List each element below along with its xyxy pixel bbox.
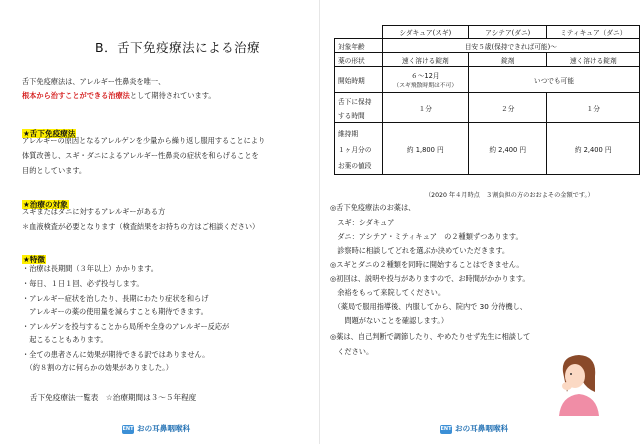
note-line: ◎初回は、説明や投与がありますので、お時間がかかります。 [330, 274, 530, 283]
table-note: （2020 年４月時点 ３割負担の方のおおよその金額です。） [425, 192, 594, 199]
feature-line: 起こることもあります。 [22, 335, 108, 344]
row-label: 開始時期 [335, 67, 383, 93]
table-cell: いつでも可能 [468, 67, 639, 93]
intro-line-2-rest: として期待されています。 [129, 91, 216, 100]
treatment-comparison-table [334, 25, 640, 175]
table-cell: 約 2,400 円 [547, 123, 640, 175]
row-label: 舌下に保持 する時間 [335, 93, 383, 123]
note-line: 診察時に相談してどれを選ぶか決めていただきます。 [330, 246, 510, 255]
col-header: ミティキュア（ダニ） [547, 26, 640, 39]
ear-logo-icon: ENT [122, 425, 134, 432]
feature-line: ・アレルゲンを投与することから局所や全身のアレルギー反応が [22, 322, 230, 331]
table-cell: ６～12月 （スギ飛散時期は不可） [382, 67, 468, 93]
sec1-line: 体質改善し、スギ・ダニによるアレルギー性鼻炎の症状を和らげることを [22, 151, 259, 160]
page-title: B．舌下免疫療法による治療 [95, 40, 261, 55]
table-corner [335, 26, 383, 39]
note-line: ◎舌下免疫療法のお薬は、 [330, 203, 416, 212]
col-header: アシテア(ダニ) [468, 26, 546, 39]
row-label: 維持期 １ヶ月分の お薬の値段 [335, 123, 383, 175]
table-cell: １分 [382, 93, 468, 123]
table-cell: 錠剤 [468, 53, 546, 67]
clinic-logo: ENT おの耳鼻咽喉科 [122, 424, 191, 433]
note-line: ◎スギとダニの２種類を同時に開始することはできません。 [330, 260, 524, 269]
table-row [335, 53, 640, 67]
feature-line: ・毎日、１日１回、必ず投与します。 [22, 279, 144, 288]
note-line: （薬局で服用指導後、内服してから、院内で 30 分待機し、 [330, 302, 527, 311]
note-line: ください。 [330, 347, 374, 356]
note-line: 問題がないことを確認します。） [330, 316, 449, 325]
sec2-line: スギまたはダニに対するアレルギーがある方 [22, 207, 166, 216]
sec1-line: 目的としています。 [22, 166, 87, 175]
sec2-line: ＊血液検査が必要となります（検査結果をお持ちの方はご相談ください） [22, 222, 260, 231]
table-row [335, 67, 640, 93]
table-row [335, 93, 640, 123]
intro-line-2 [22, 91, 216, 101]
table-cell: 約 2,400 円 [468, 123, 546, 175]
feature-line: （約８割の方に何らかの効果がありました。） [22, 363, 173, 372]
table-row [335, 123, 640, 175]
row-label: 対象年齢 [335, 39, 383, 53]
feature-line: ・全ての患者さんに効果が期待できる訳ではありません。 [22, 350, 210, 359]
clinic-logo: ENT おの耳鼻咽喉科 [440, 424, 509, 433]
table-cell: 目安５歳(保持できれば可能)～ [382, 39, 639, 53]
table-row [335, 26, 640, 39]
table-cell: １分 [547, 93, 640, 123]
note-line: スギ：シダキュア [330, 218, 395, 227]
intro-line-1: 舌下免疫療法は、アレルギー性鼻炎を唯一、 [22, 77, 166, 86]
table-cell: 約 1,800 円 [382, 123, 468, 175]
feature-line: ・治療は長期間（３年以上）かかります。 [22, 264, 158, 273]
section-heading-features: ★特徴 [23, 255, 45, 264]
feature-line: ・アレルギー症状を治したり、長期にわたり症状を和らげ [22, 294, 209, 303]
row-label: 薬の形状 [335, 53, 383, 67]
section-heading-sublingual: ★舌下免疫療法 [23, 129, 76, 138]
col-header: シダキュア(スギ) [382, 26, 468, 39]
note-line: ダニ：アシテア・ミティキュア の２種類ずつあります。 [330, 232, 523, 241]
feature-line: アレルギーの薬の使用量を減らすことも期待できます。 [22, 307, 208, 316]
sec1-line: アレルギーの原因となるアレルゲンを少量から繰り返し服用することにより [22, 136, 266, 145]
table-cell: 速く溶ける錠剤 [547, 53, 640, 67]
ear-logo-icon: ENT [440, 425, 452, 432]
table-cell: ２分 [468, 93, 546, 123]
section-heading-target: ★治療の対象 [23, 200, 68, 209]
woman-taking-medicine-illustration [555, 352, 601, 416]
table-row [335, 39, 640, 53]
table-cell: 速く溶ける錠剤 [382, 53, 468, 67]
list-footer-text: 舌下免疫療法一覧表 ☆治療期間は３～５年程度 [30, 393, 197, 402]
note-line: ◎薬は、自己判断で調節したり、やめたりせず先生に相談して [330, 332, 531, 341]
note-line: 余裕をもって来院してください。 [330, 288, 446, 297]
intro-highlight: 根本から治すことができる治療法 [22, 91, 130, 100]
